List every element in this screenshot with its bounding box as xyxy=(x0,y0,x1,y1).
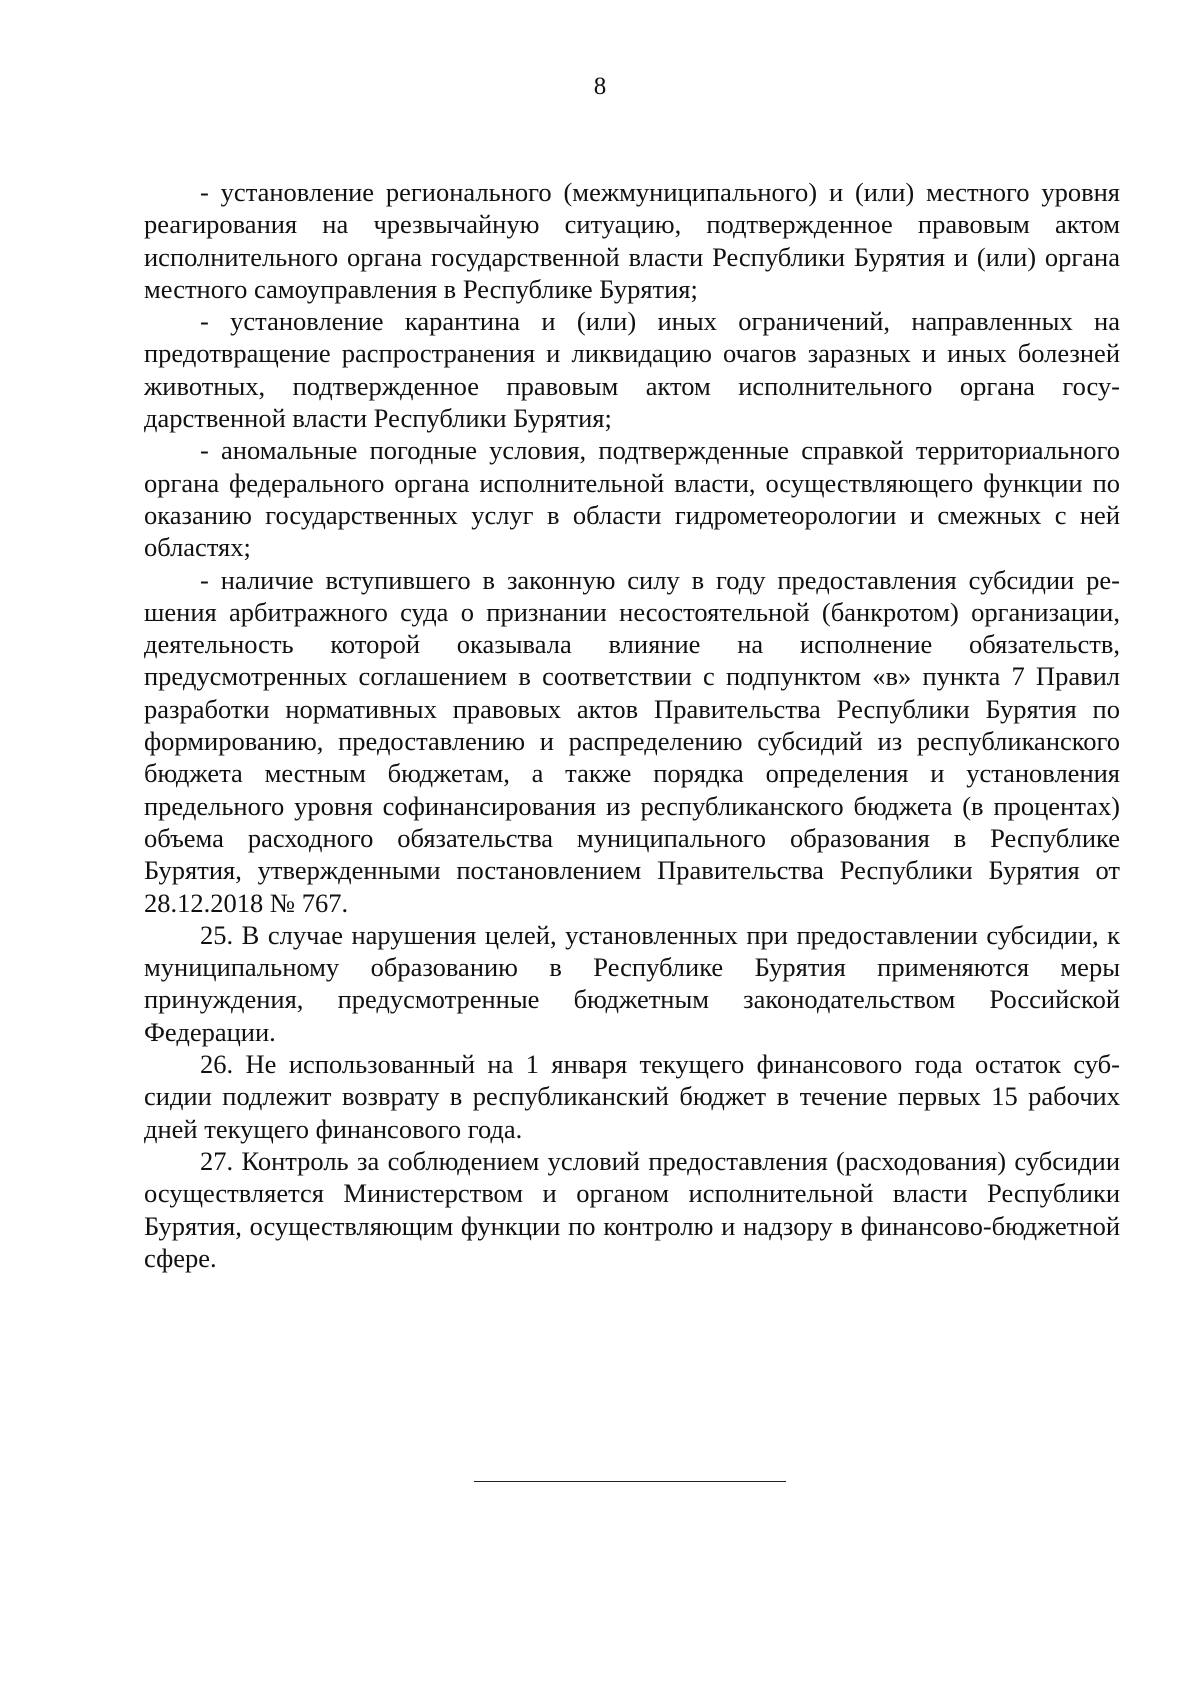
document-body xyxy=(144,176,1120,1274)
paragraph-quarantine: - установление карантина и (или) иных ограничений, направленных на предотвращение распространения и ликвидацию очагов заразных и иных болезней животных, подтвержденное правовым актом исполнительного органа государственной власти Республики Бурятия; xyxy=(144,306,1120,434)
paragraph-item-25: 25. В случае нарушения целей, установленных при предоставлении субсидии, к муниципальному образованию в Республике Бурятия применяются меры принуждения, предусмотренные бюджетным законодательством Российской Федерации. xyxy=(144,919,1120,1047)
paragraph-emergency-response-level: - установление регионального (межмуниципального) и (или) местного уровня реагирования на чрезвычайную ситуацию, подтвержденное правовым актом исполнительного органа государственной власти Республики Бурятия и (или) органа местного самоуправления в Республике Бурятия; xyxy=(144,177,1120,304)
paragraph-court-decision-bankruptcy: - наличие вступившего в законную силу в году предоставления субсидии решения арбитражного суда о признании несостоятельной (банкротом) организации, деятельность которой оказывала влияние на исполнение обязательств, предусмотренных соглашением в соответствии с подпунктом «в» пункта 7 Правил разработки нормативных правовых актов Правительства Республики Бурятия по формированию, предоставлению и распределению субсидий из республиканского бюджета местным бюджетам, а также порядка определения и установления предельного уровня софинансирования из республиканского бюджета (в процентах) объема расходного обязательства муниципального образования в Республике Бурятия, утвержденными постановлением Правительства Республики Бурятия от 28.12.2018 № 767. xyxy=(144,564,1120,918)
paragraph-item-26: 26. Не использованный на 1 января текущего финансового года остаток субсидии подлежит возврату в республиканский бюджет в течение первых 15 рабочих дней текущего финансового года. xyxy=(144,1049,1120,1144)
document-end-rule xyxy=(474,1481,786,1482)
paragraph-item-27: 27. Контроль за соблюдением условий предоставления (расходования) субсидии осуществляется Министерством и органом исполнительной власти Республики Бурятия, осуществляющим функции по контролю и надзору в финансово-бюджетной сфере. xyxy=(144,1145,1120,1273)
paragraph-weather-conditions: - аномальные погодные условия, подтвержденные справкой территориального органа федерального органа исполнительной власти, осуществляющего функции по оказанию государственных услуг в области гидрометеорологии и смежных с ней областях; xyxy=(144,435,1120,563)
page-number: 8 xyxy=(593,73,607,100)
